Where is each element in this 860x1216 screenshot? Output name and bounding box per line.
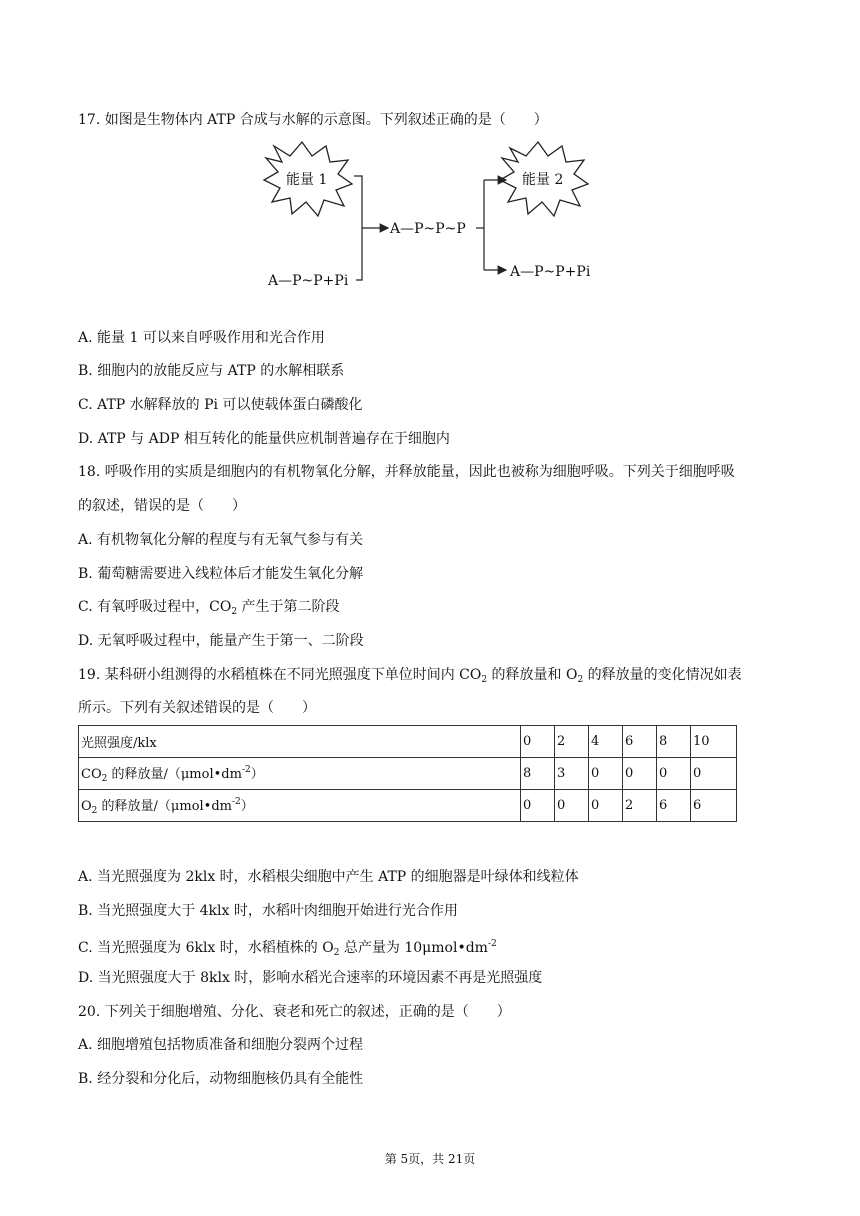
q19-stem-line1: 19. 某科研小组测得的水稻植株在不同光照强度下单位时间内 $CO_2$ 的释放量和 $O_2$ 的释放量的变化情况如表 — [78, 667, 742, 685]
light-intensity-table — [78, 725, 737, 822]
q19-option-d: D. 当光照强度大于 8klx 时，影响水稻光合速率的环境因素不再是光照强度 — [78, 970, 543, 986]
q17-option-d: D. ATP 与 ADP 相互转化的能量供应机制普遍存在于细胞内 — [78, 431, 450, 447]
table-cell: 10 — [691, 726, 737, 758]
product-label: A—P~P+Pi — [510, 264, 591, 280]
table-cell: 0 — [589, 790, 623, 822]
q19-option-b: B. 当光照强度大于 4klx 时，水稻叶肉细胞开始进行光合作用 — [78, 903, 458, 919]
q20-option-a: A. 细胞增殖包括物质准备和细胞分裂两个过程 — [78, 1037, 364, 1053]
left-bracket — [354, 176, 362, 280]
table-cell: 0 — [691, 758, 737, 790]
table-cell: 8 — [657, 726, 691, 758]
q19-option-c: C. 当光照强度为 6klx 时，水稻植株的 $O_2$ 总产量为 $10\mu mol•dm^{-2}$ — [78, 939, 497, 958]
table-cell: 6 — [657, 790, 691, 822]
q17-option-a: A. 能量 1 可以来自呼吸作用和光合作用 — [78, 330, 325, 346]
table-cell: 2 — [555, 726, 589, 758]
table-cell: 4 — [589, 726, 623, 758]
table-cell: 2 — [623, 790, 657, 822]
q19-stem-line2: 所示。下列有关叙述错误的是（ ） — [78, 700, 316, 716]
table-cell: 8 — [521, 758, 555, 790]
row2-label: $CO_2$ 的释放量$/(\mu mol•dm^{-2})$ — [79, 758, 521, 790]
table-row — [79, 790, 737, 822]
table-row — [79, 726, 737, 758]
q20-option-b: B. 经分裂和分化后，动物细胞核仍具有全能性 — [78, 1071, 364, 1087]
q18-option-d: D. 无氧呼吸过程中，能量产生于第一、二阶段 — [78, 633, 364, 649]
energy1-label: 能量 1 — [286, 172, 328, 188]
q18-option-a: A. 有机物氧化分解的程度与有无氧气参与有关 — [78, 532, 364, 548]
q18-stem-line2: 的叙述，错误的是（ ） — [78, 498, 246, 514]
q18-stem-line1: 18. 呼吸作用的实质是细胞内的有机物氧化分解，并释放能量，因此也被称为细胞呼吸。下列关于细胞呼吸 — [78, 464, 735, 480]
table-cell: 6 — [623, 726, 657, 758]
q19-option-a: A. 当光照强度为 2klx 时，水稻根尖细胞中产生 ATP 的细胞器是叶绿体和线粒体 — [78, 869, 579, 885]
energy2-label: 能量 2 — [522, 172, 564, 188]
table-cell: 0 — [657, 758, 691, 790]
table-cell: 0 — [623, 758, 657, 790]
q18-option-c: C. 有氧呼吸过程中，$CO_2$ 产生于第二阶段 — [78, 599, 340, 617]
table-row — [79, 758, 737, 790]
atp-label: A—P~P~P — [390, 221, 466, 237]
q17-stem: 17. 如图是生物体内 ATP 合成与水解的示意图。下列叙述正确的是（ ） — [78, 112, 548, 128]
table-cell: 3 — [555, 758, 589, 790]
row1-label: 光照强度/klx — [79, 726, 521, 758]
table-cell: 6 — [691, 790, 737, 822]
q17-option-c: C. ATP 水解释放的 Pi 可以使载体蛋白磷酸化 — [78, 397, 363, 413]
table-cell: 0 — [521, 790, 555, 822]
atp-diagram-svg — [262, 140, 622, 292]
table-cell: 0 — [521, 726, 555, 758]
table-cell: 0 — [555, 790, 589, 822]
page-footer: 第 5页，共 21页 — [384, 1152, 476, 1166]
q17-option-b: B. 细胞内的放能反应与 ATP 的水解相联系 — [78, 363, 345, 379]
table-cell: 0 — [589, 758, 623, 790]
row3-label: $O_2$ 的释放量$/(\mu mol•dm^{-2})$ — [79, 790, 521, 822]
reactant-label: A—P~P+Pi — [268, 273, 349, 289]
q20-stem: 20. 下列关于细胞增殖、分化、衰老和死亡的叙述，正确的是（ ） — [78, 1004, 511, 1020]
atp-diagram — [262, 140, 622, 292]
q18-option-b: B. 葡萄糖需要进入线粒体后才能发生氧化分解 — [78, 566, 364, 582]
